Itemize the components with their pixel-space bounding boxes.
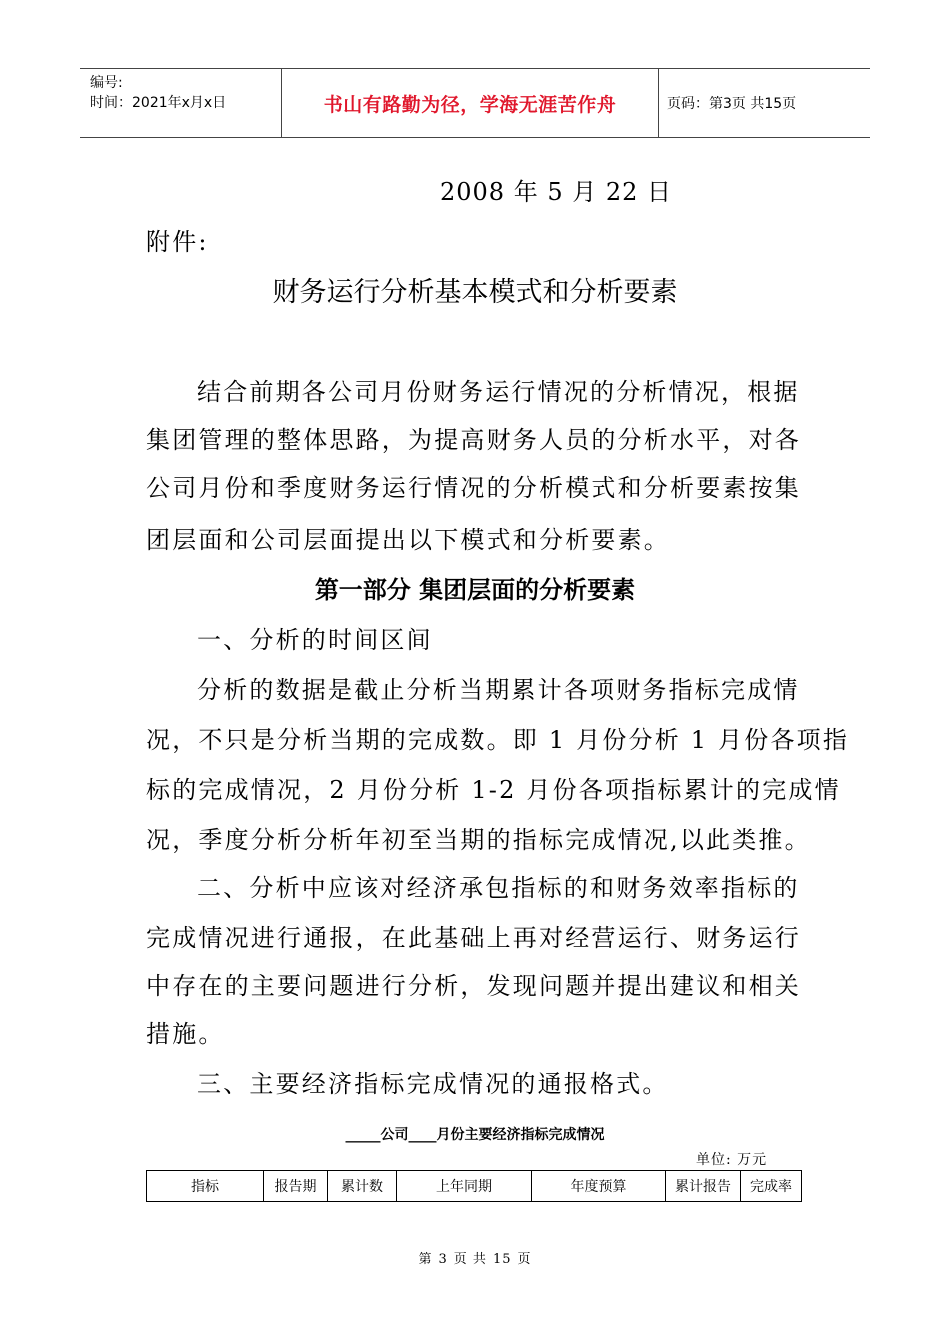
table-header-cell: 累计报告: [666, 1171, 741, 1202]
item1-line: 分析的数据是截止分析当期累计各项财务指标完成情: [197, 676, 800, 704]
item2-line: 完成情况进行通报，在此基础上再对经营运行、财务运行: [146, 924, 801, 952]
header-motto: 书山有路勤为径，学海无涯苦作舟: [323, 93, 617, 116]
table-header-cell: 报告期: [264, 1171, 328, 1202]
attachment-label: 附件:: [146, 228, 209, 256]
table-header-cell: 年度预算: [532, 1171, 666, 1202]
intro-line: 集团管理的整体思路，为提高财务人员的分析水平，对各: [146, 426, 801, 454]
item2-line: 中存在的主要问题进行分析，发现问题并提出建议和相关: [146, 972, 801, 1000]
table-header-cell: 累计数: [328, 1171, 397, 1202]
header-meta: [80, 69, 282, 137]
table-header-cell: 完成率: [741, 1171, 802, 1202]
item1-line: 况，季度分析分析年初至当期的指标完成情况,以此类推。: [146, 826, 811, 854]
header-number-label: 编号:: [90, 75, 123, 91]
table-caption: _____公司____月份主要经济指标完成情况: [345, 1127, 605, 1143]
item2-line: 二、分析中应该对经济承包指标的和财务效率指标的: [197, 874, 800, 902]
doc-title: 财务运行分析基本模式和分析要素: [272, 277, 678, 308]
footer-suffix: 页: [517, 1252, 532, 1267]
doc-date: 2008 年 5 月 22 日: [440, 178, 673, 206]
intro-line: 结合前期各公司月份财务运行情况的分析情况，根据: [197, 378, 800, 406]
footer-page-number: 3: [438, 1252, 448, 1267]
unit-label: 单位: 万元: [696, 1152, 768, 1168]
footer-page-total: 15: [492, 1252, 512, 1267]
item2-line: 措施。: [146, 1020, 225, 1048]
page-header: [80, 68, 870, 138]
table-header-row: [147, 1171, 802, 1202]
header-page-info: 页码：第3页 共15页: [667, 96, 797, 112]
item3-heading: 三、主要经济指标完成情况的通报格式。: [197, 1070, 669, 1098]
header-motto-cell: [282, 69, 659, 137]
item1-line: 况，不只是分析当期的完成数。即 1 月份分析 1 月份各项指: [146, 726, 850, 754]
section-title: 第一部分 集团层面的分析要素: [314, 576, 636, 604]
indicator-table: [146, 1170, 802, 1202]
table-header-cell: 指标: [147, 1171, 264, 1202]
intro-line: 公司月份和季度财务运行情况的分析模式和分析要素按集: [146, 474, 801, 502]
page-footer: [0, 1248, 950, 1267]
item1-line: 标的完成情况，2 月份分析 1-2 月份各项指标累计的完成情: [146, 776, 841, 804]
header-time-label: 时间：2021年x月x日: [90, 95, 227, 111]
table-header-cell: 上年同期: [397, 1171, 532, 1202]
intro-line: 团层面和公司层面提出以下模式和分析要素。: [146, 526, 670, 554]
footer-prefix: 第: [418, 1252, 433, 1267]
item1-heading: 一、分析的时间区间: [197, 626, 433, 654]
footer-middle: 页 共: [453, 1252, 487, 1267]
